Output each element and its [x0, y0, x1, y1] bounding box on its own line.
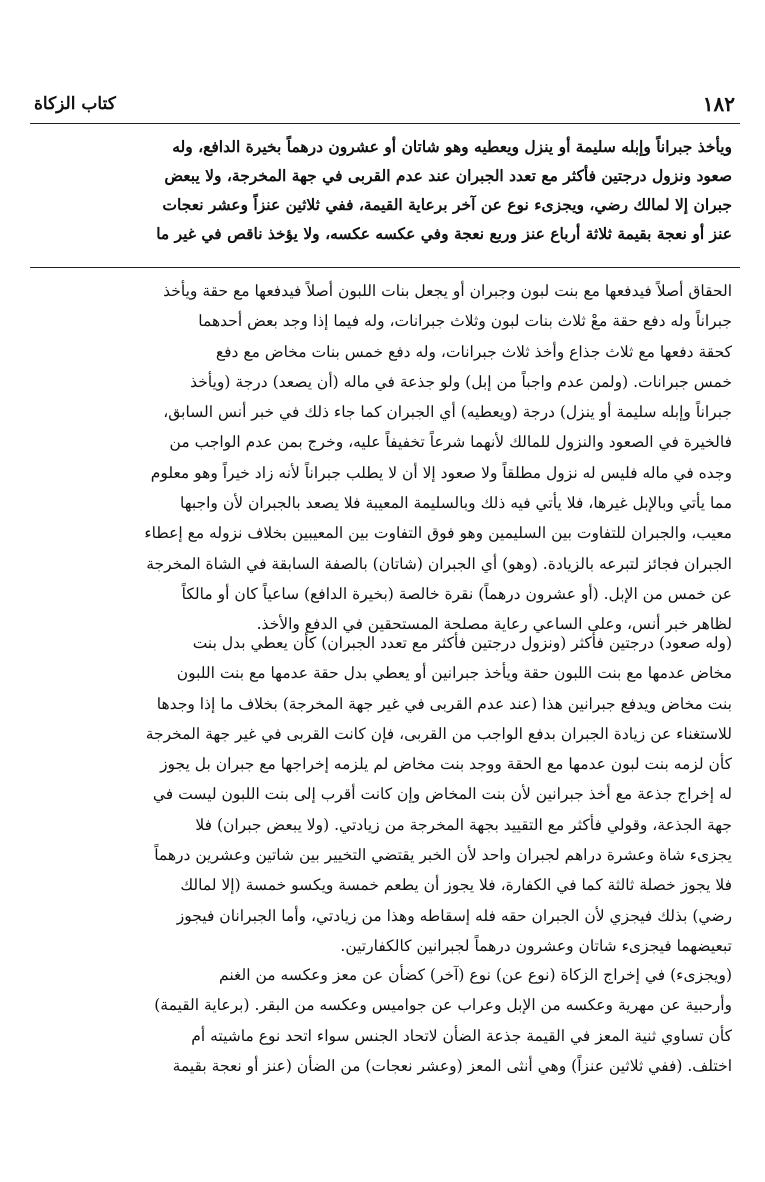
commentary-line: اختلف. (ففي ثلاثين عنزاً) وهي أنثى المعز (وعشر نعجات) من الضأن (عنز أو نعجة بقيمة — [172, 1056, 732, 1075]
commentary-line: مخاض عدمها مع بنت اللبون حقة ويأخذ جبرانين أو يعطي بدل حقة عدمها مع بنت اللبون — [176, 664, 732, 683]
commentary-line: فلا يجوز خصلة ثالثة كما في الكفارة، فلا يجوز أن يطعم خمسة ويكسو خمسة (إلا لمالك — [180, 876, 732, 895]
commentary-line: عن خمس من الإبل. (أو عشرون درهماً) نقرة خالصة (بخيرة الدافع) ساعياً كان أو مالكاً — [181, 584, 732, 603]
matn-line: جبران إلا لمالك رضي، ويجزىء نوع عن آخر برعاية القيمة، ففي ثلاثين عنزاً وعشر نعجات — [162, 195, 732, 214]
commentary-line: معيب، والجبران للتفاوت بين السليمين وهو فوق التفاوت بين المعيبين بخلاف نزوله مع إعطاء — [144, 524, 732, 543]
commentary-line: كحقة دفعها مع ثلاث جذاع وأخذ ثلاث جبرانات، وله دفع خمس بنات مخاض مع دفع — [215, 342, 732, 361]
commentary-line: يجزىء شاة وعشرة دراهم لجبران واحد لأن الخبر يقتضي التخيير بين شاتين وعشرين درهماً — [154, 846, 732, 865]
book-title: كتاب الزكاة — [34, 94, 116, 114]
commentary-line: جبراناً وله دفع حقة معْ ثلاث بنات لبون وثلاث جبرانات، وله فيما إذا وجد بعض أحدهما — [198, 312, 732, 331]
commentary-line: جهة الجذعة، وقولي فأكثر مع التقييد بجهة المخرجة من زيادتي. (ولا يبعض جبران) فلا — [195, 815, 732, 834]
commentary-line: مما يأتي وبالإبل غيرها، فلا يأتي فيه ذلك وبالسليمة المعيبة فلا يصعد بالجبران لأن واجبها — [179, 494, 732, 513]
commentary-paragraph-3 — [38, 960, 732, 1081]
commentary-line: رضي) بذلك فيجزي لأن الجبران حقه فله إسقاطه وهذا من زيادتي، وأما الجبرانان فيجوز — [176, 906, 732, 925]
commentary-line: كأن تساوي ثنية المعز في القيمة جذعة الضأن لاتحاد الجنس سواء اتحد نوع ماشيته أم — [191, 1026, 732, 1045]
commentary-line: جبراناً وإبله سليمة أو ينزل) درجة (ويعطيه) أي الجبران كما جاء ذلك في خبر أنس السابق، — [163, 403, 732, 422]
commentary-line: كأن لزمه بنت لبون عدمها مع الحقة ووجد بنت مخاض لم يلزمه إخراجها مع جبران بل يجوز — [160, 755, 732, 774]
commentary-line: خمس جبرانات. (ولمن عدم واجباً من إبل) ولو جذعة في ماله (أن يصعد) درجة (ويأخذ — [190, 372, 732, 391]
commentary-line: للاستغناء عن زيادة الجبران بدفع الواجب من القربى، فإن كانت القربى في غير جهة المخرجة — [145, 724, 732, 743]
commentary-line: وجده في ماله فليس له نزول مطلقاً ولا صعود إلا أن لا يطلب جبراناً لأنه زاد خيراً وهو معلوم — [150, 463, 732, 482]
commentary-paragraph-2 — [38, 628, 732, 961]
matn-sharh-divider — [30, 267, 740, 268]
page-header — [32, 92, 737, 118]
matn-line: عنز أو نعجة بقيمة ثلاثة أرباع عنز وربع نعجة وفي عكسه عكسه، ولا يؤخذ ناقص في غير ما — [156, 224, 732, 243]
commentary-line: فالخيرة في الصعود والنزول للمالك لأنهما شرعاً تخفيفاً عليه، وخرج بمن عدم الواجب من — [169, 433, 732, 452]
commentary-line: له إخراج جذعة مع أخذ جبرانين لأن بنت المخاض وإن كانت أقرب إلى بنت اللبون ليست في — [152, 785, 732, 804]
commentary-line: وأرحبية عن مهرية وعكسه من الإبل وعراب عن جواميس وعكسه من البقر. (برعاية القيمة) — [154, 996, 732, 1015]
header-divider — [30, 123, 740, 124]
matn-line: ويأخذ جبراناً وإبله سليمة أو ينزل ويعطيه وهو شاتان أو عشرون درهماً بخيرة الدافع، وله — [172, 137, 732, 156]
matn-text — [38, 132, 732, 248]
commentary-line: الحقاق أصلاً فيدفعها مع بنت لبون وجبران أو يجعل بنات اللبون أصلاً فيدفعها مع حقة ويأخذ — [163, 282, 732, 300]
commentary-line: لظاهر خبر أنس، وعلى الساعي رعاية مصلحة المستحقين في الدفع والأخذ. — [256, 615, 732, 634]
page-number: ١٨٢ — [702, 92, 735, 116]
commentary-line: (وله صعود) درجتين فأكثر (ونزول درجتين فأكثر مع تعدد الجبران) كأن يعطي بدل بنت — [192, 634, 732, 652]
matn-line: صعود ونزول درجتين فأكثر مع تعدد الجبران عند عدم القربى في جهة المخرجة، ولا يبعض — [164, 166, 732, 185]
commentary-line: بنت مخاض ويدفع جبرانين هذا (عند عدم القربى في غير جهة المخرجة) بخلاف ما إذا وجدها — [156, 694, 732, 713]
commentary-paragraph-1 — [38, 276, 732, 640]
commentary-line: الجبران فجائز لتبرعه بالزيادة. (وهو) أي الجبران (شاتان) بالصفة السابقة في الشاة المخرجة — [146, 554, 732, 573]
commentary-line: (ويجزىء) في إخراج الزكاة (نوع عن) نوع (آخر) كضأن عن معز وعكسه من الغنم — [219, 966, 732, 984]
commentary-line: تبعيضهما فيجزىء شاتان وعشرون درهماً لجبرانين كالكفارتين. — [340, 936, 732, 955]
